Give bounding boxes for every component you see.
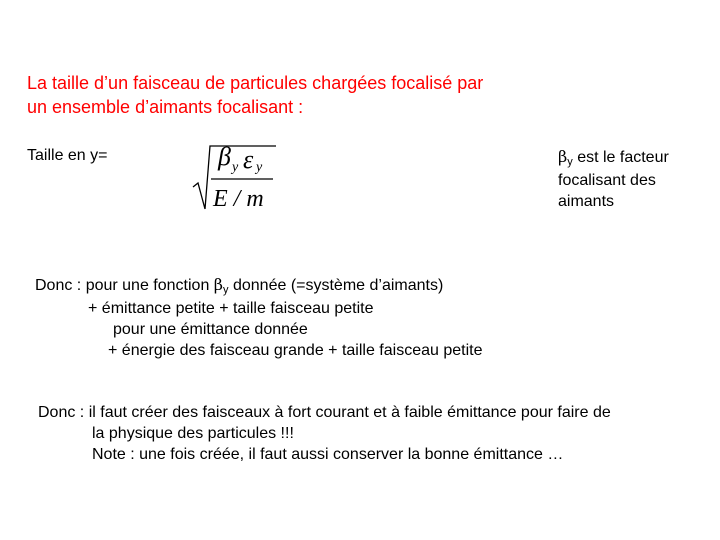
side-note-line-2: focalisant des — [558, 172, 656, 189]
block2-line-1: Donc : il faut créer des faisceaux à fort courant et à faible émittance pour faire de — [38, 404, 611, 421]
block1-line-3: pour une émittance donnée — [113, 321, 308, 338]
block2-line-2: la physique des particules !!! — [92, 425, 294, 442]
side-note — [558, 146, 708, 212]
slide-title — [27, 71, 627, 119]
block1-line-1 — [35, 274, 482, 298]
title-line-2: un ensemble d’aimants focalisant : — [27, 97, 304, 117]
block1-line-1-post: donnée (=système d’aimants) — [228, 277, 444, 294]
side-note-line-3: aimants — [558, 193, 615, 210]
block1-line-2: + émittance petite + taille faisceau petite — [88, 300, 374, 317]
side-note-line-1 — [558, 146, 708, 170]
beta-symbol: β — [213, 275, 224, 294]
conclusion-block-1 — [35, 274, 482, 361]
block1-line-4: + énergie des faisceau grande + taille faisceau petite — [108, 342, 483, 359]
beta-symbol: β — [558, 147, 568, 166]
side-note-line-1-text: est le facteur — [572, 149, 669, 166]
block2-line-3: Note : une fois créée, il faut aussi conserver la bonne émittance … — [92, 446, 564, 463]
formula-epsilon: ε — [243, 145, 254, 174]
title-line-1: La taille d’un faisceau de particules chargées focalisé par — [27, 73, 484, 93]
beta-subscript: y — [223, 284, 229, 296]
formula-epsilon-subscript: y — [256, 160, 263, 175]
formula-denominator: E / m — [213, 186, 264, 212]
block1-line-1-pre: Donc : pour une fonction — [35, 277, 214, 294]
beta-subscript: y — [567, 156, 573, 168]
conclusion-block-2 — [38, 402, 611, 465]
formula-beta: β — [218, 142, 231, 171]
size-label: Taille en y= — [27, 147, 108, 164]
beam-size-formula — [193, 140, 283, 215]
formula-beta-subscript: y — [232, 160, 239, 175]
